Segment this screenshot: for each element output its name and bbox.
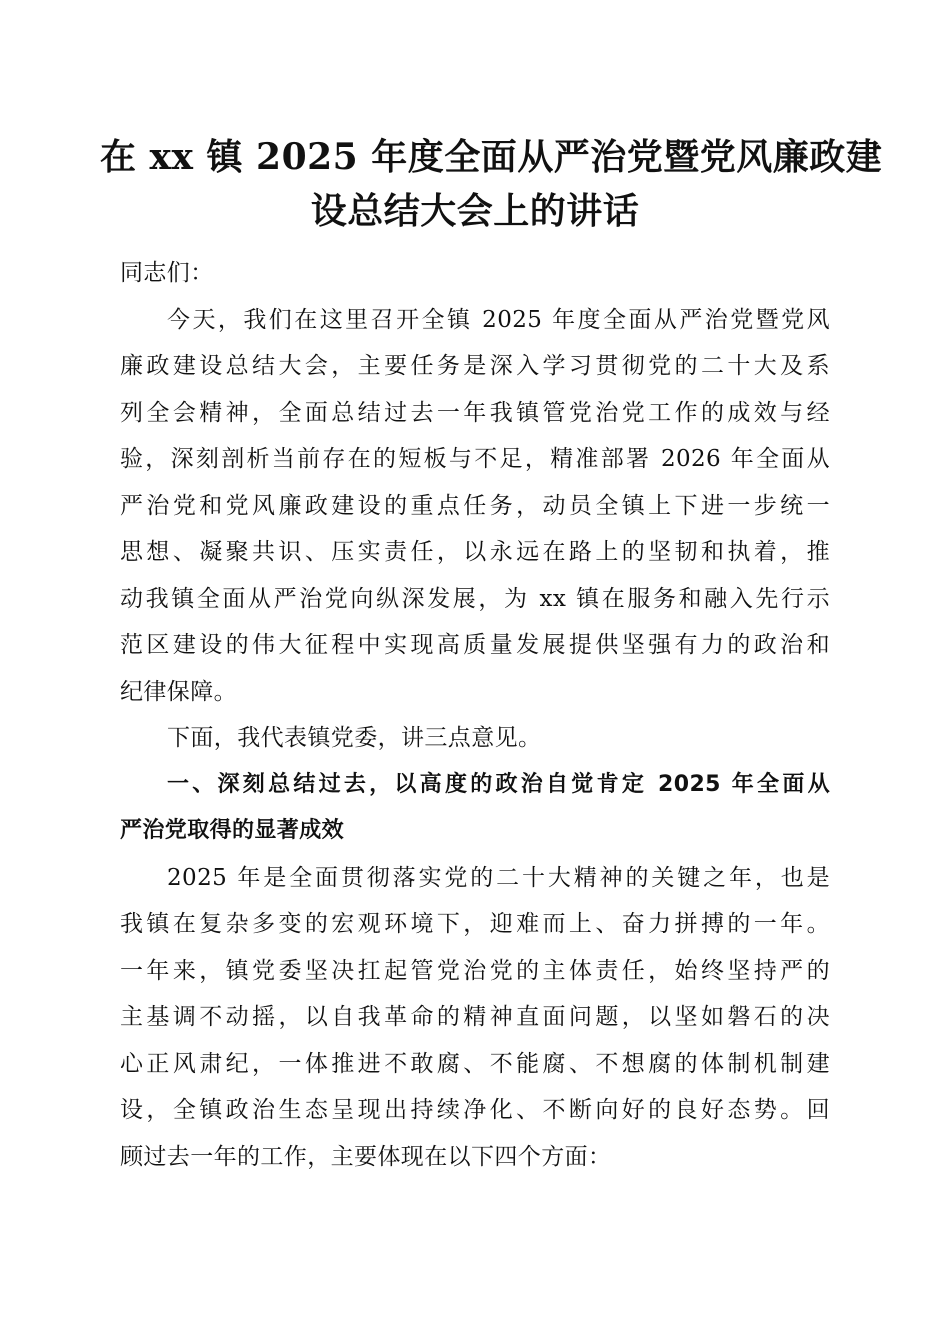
para1-line: 思想、凝聚共识、压实责任，以永远在路上的坚韧和执着，推 — [120, 539, 830, 565]
para1-line: 严治党和党风廉政建设的重点任务，动员全镇上下进一步统一 — [120, 492, 830, 519]
title-line-2: 设总结大会上的讲话 — [310, 190, 640, 232]
para3-line: 顾过去一年的工作，主要体现在以下四个方面： — [120, 1143, 612, 1170]
para1-line: 纪律保障。 — [120, 678, 237, 705]
title-line-1: 在 xx 镇 2025 年度全面从严治党暨党风廉政建 — [100, 136, 883, 178]
para1-line: 动我镇全面从严治党向纵深发展，为 xx 镇在服务和融入先行示 — [120, 585, 830, 612]
para1-line: 验，深刻剖析当前存在的短板与不足，精准部署 2026 年全面从 — [120, 446, 830, 472]
salutation: 同志们： — [120, 260, 214, 286]
para3-line: 心正风肃纪，一体推进不敢腐、不能腐、不想腐的体制机制建 — [120, 1050, 830, 1077]
para1-line: 廉政建设总结大会，主要任务是深入学习贯彻党的二十大及系 — [120, 353, 830, 379]
document-title — [100, 130, 883, 238]
para1-line: 列全会精神，全面总结过去一年我镇管党治党工作的成效与经 — [120, 399, 830, 426]
para3-line: 我镇在复杂多变的宏观环境下，迎难而上、奋力拼搏的一年。 — [120, 911, 830, 937]
para3-line: 设，全镇政治生态呈现出持续净化、不断向好的良好态势。回 — [120, 1097, 830, 1123]
para3-line: 2025 年是全面贯彻落实党的二十大精神的关键之年，也是 — [167, 864, 830, 891]
para3-line: 主基调不动摇，以自我革命的精神直面问题，以坚如磐石的决 — [120, 1004, 830, 1030]
para1-line: 范区建设的伟大征程中实现高质量发展提供坚强有力的政治和 — [120, 632, 830, 658]
document-body — [120, 250, 830, 1180]
para1-line: 今天，我们在这里召开全镇 2025 年度全面从严治党暨党风 — [167, 306, 830, 333]
para3-line: 一年来，镇党委坚决扛起管党治党的主体责任，始终坚持严的 — [120, 957, 830, 984]
section-heading-1-line: 一、深刻总结过去，以高度的政治自觉肯定 2025 年全面从 — [167, 771, 830, 797]
section-heading-1-line: 严治党取得的显著成效 — [120, 818, 345, 843]
para2: 下面，我代表镇党委，讲三点意见。 — [167, 725, 542, 751]
